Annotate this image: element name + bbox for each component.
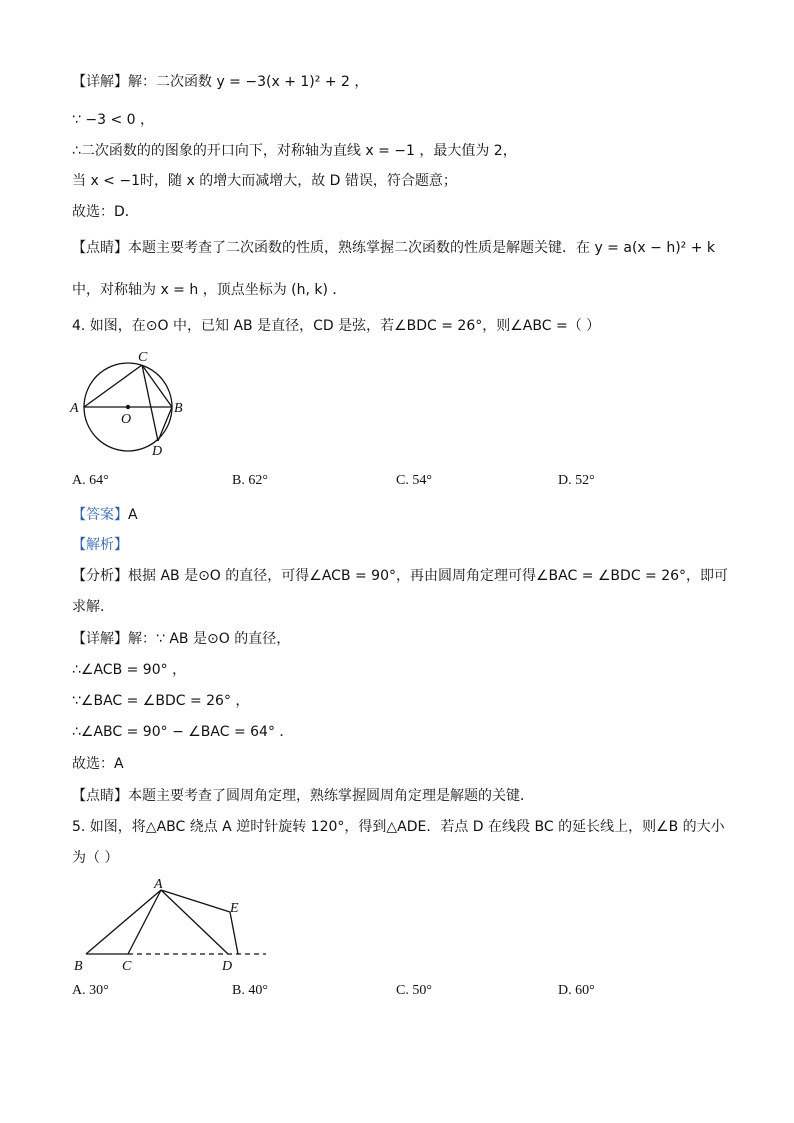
segment-ae bbox=[161, 890, 230, 912]
q4-stem: 4. 如图，在⊙O 中，已知 AB 是直径，CD 是弦，若∠BDC = 26°，则∠ABC =（ ） bbox=[72, 318, 601, 334]
q4-analysis-line-2: 求解． bbox=[72, 599, 114, 615]
label-e: E bbox=[230, 901, 239, 916]
label-a: A bbox=[154, 877, 163, 892]
q4-option-b: B. 62° bbox=[232, 473, 268, 488]
q4-answer-row bbox=[72, 505, 138, 525]
q4-detail-line-2: ∴∠ACB = 90° ， bbox=[72, 662, 187, 678]
detail-line-3: ∴二次函数的的图象的开口向下，对称轴为直线 x = −1 ，最大值为 2， bbox=[72, 143, 517, 159]
detail-line-2: ∵ −3 < 0 ， bbox=[72, 112, 154, 128]
label-b: B bbox=[174, 401, 183, 416]
q4-detail-line-3: ∵∠BAC = ∠BDC = 26° ， bbox=[72, 693, 250, 709]
chord-ac bbox=[84, 365, 142, 407]
center-dot bbox=[126, 405, 130, 409]
q5-stem-line-2: 为（ ） bbox=[72, 850, 119, 866]
detail-line-1: 【详解】解：二次函数 y = −3(x + 1)² + 2 ， bbox=[72, 74, 369, 90]
q4-choose: 故选：A bbox=[72, 756, 124, 772]
q5-option-a: A. 30° bbox=[72, 983, 109, 998]
q5-option-c: C. 50° bbox=[396, 983, 432, 998]
q5-stem-line-1: 5. 如图，将△ABC 绕点 A 逆时针旋转 120°，得到△ADE．若点 D 在线段 BC 的延长线上，则∠B 的大小 bbox=[72, 819, 725, 835]
segment-de bbox=[230, 912, 238, 954]
q5-rotation-figure bbox=[66, 872, 276, 977]
segment-ac bbox=[128, 890, 161, 954]
label-b: B bbox=[74, 959, 83, 974]
chord-bd bbox=[158, 407, 172, 441]
q4-option-c: C. 54° bbox=[396, 473, 432, 488]
label-a: A bbox=[70, 401, 79, 416]
choose-line: 故选：D． bbox=[72, 204, 139, 220]
segment-ab bbox=[86, 890, 161, 954]
q4-detail-line-1: 【详解】解：∵ AB 是⊙O 的直径， bbox=[72, 631, 291, 647]
label-d: D bbox=[152, 444, 163, 459]
label-o: O bbox=[121, 412, 132, 427]
q4-comment: 【点睛】本题主要考查了圆周角定理，熟练掌握圆周角定理是解题的关键． bbox=[72, 788, 534, 804]
q4-option-d: D. 52° bbox=[558, 473, 595, 488]
q4-analysis-line-1: 【分析】根据 AB 是⊙O 的直径，可得∠ACB = 90°，再由圆周角定理可得∠BAC = ∠BDC = 26°，即可 bbox=[72, 568, 729, 584]
q4-detail-line-4: ∴∠ABC = 90° − ∠BAC = 64° ． bbox=[72, 724, 294, 740]
comment-line-1: 【点睛】本题主要考查了二次函数的性质，熟练掌握二次函数的性质是解题关键．在 y = a(x − h)² + k bbox=[72, 240, 716, 256]
q4-circle-figure bbox=[66, 345, 196, 460]
analysis-tag: 【解析】 bbox=[72, 537, 128, 553]
q5-option-b: B. 40° bbox=[232, 983, 268, 998]
label-c: C bbox=[122, 959, 132, 974]
comment-line-2: 中，对称轴为 x = h ，顶点坐标为 (h, k) ． bbox=[72, 282, 347, 298]
segment-ad bbox=[161, 890, 228, 954]
q4-option-a: A. 64° bbox=[72, 473, 109, 488]
answer-value: A bbox=[128, 507, 138, 523]
q5-option-d: D. 60° bbox=[558, 983, 595, 998]
label-c: C bbox=[138, 350, 148, 365]
detail-line-4: 当 x < −1时，随 x 的增大而减增大，故 D 错误，符合题意； bbox=[72, 173, 457, 189]
label-d: D bbox=[222, 959, 233, 974]
answer-tag: 【答案】 bbox=[72, 507, 128, 523]
